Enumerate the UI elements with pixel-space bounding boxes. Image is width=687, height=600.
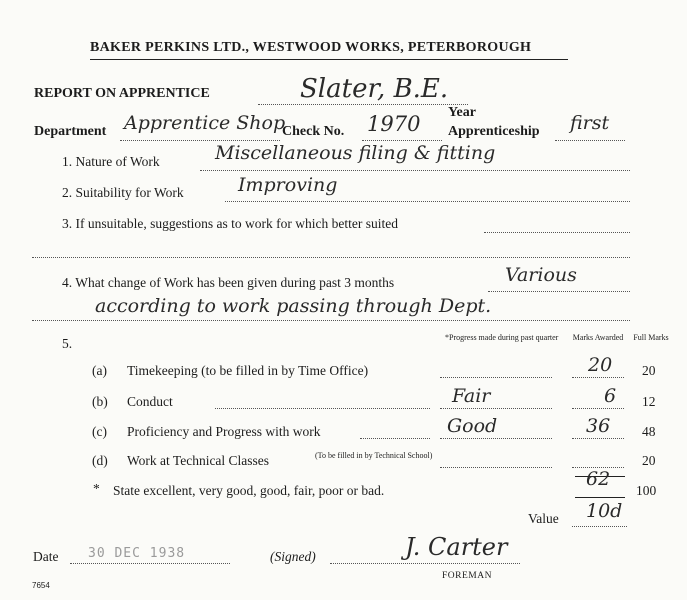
row-b-progress: Fair — [452, 385, 491, 407]
row-c-label: (c) — [92, 424, 107, 439]
year-line — [555, 140, 625, 141]
total-full: 100 — [636, 483, 657, 498]
row-a-awarded: 20 — [588, 354, 613, 376]
item-4-label: 4. What change of Work has been given during past 3 months — [62, 275, 395, 290]
row-c-progress-line — [440, 438, 552, 439]
item-1-label: 1. Nature of Work — [62, 154, 160, 169]
row-b-leader-line — [215, 408, 430, 409]
row-b-progress-line — [440, 408, 552, 409]
apprenticeship-label: Apprenticeship — [448, 124, 540, 139]
form-number: 7654 — [32, 581, 50, 590]
item-2-value: Improving — [238, 174, 338, 196]
item-3-line — [484, 232, 630, 233]
full-marks-heading: Full Marks — [633, 333, 669, 342]
check-no-value: 1970 — [367, 112, 421, 136]
item-3-extra-line — [32, 257, 630, 258]
item-3-label: 3. If unsuitable, suggestions as to work for which better suited — [62, 216, 398, 231]
row-d-progress-line — [440, 467, 552, 468]
company-header: BAKER PERKINS LTD., WESTWOOD WORKS, PETERBOROUGH — [90, 40, 532, 55]
row-c-text: Proficiency and Progress with work — [127, 424, 321, 439]
foreman-label: FOREMAN — [442, 571, 492, 581]
year-label: Year — [448, 105, 476, 120]
row-a-label: (a) — [92, 363, 107, 378]
row-a-awarded-line — [572, 377, 624, 378]
row-c-awarded-line — [572, 438, 624, 439]
value-line — [572, 526, 627, 527]
progress-heading: *Progress made during past quarter — [445, 333, 559, 342]
item-1-line — [200, 170, 630, 171]
row-c-progress: Good — [447, 415, 498, 437]
row-c-full: 48 — [642, 424, 656, 439]
date-line — [70, 563, 230, 564]
header-underline — [90, 59, 568, 60]
check-no-label: Check No. — [282, 124, 345, 139]
row-c-awarded: 36 — [586, 415, 611, 437]
row-d-full: 20 — [642, 453, 656, 468]
item-4-line — [488, 291, 630, 292]
total-awarded: 62 — [586, 468, 611, 490]
check-line — [362, 140, 442, 141]
footnote-text: State excellent, very good, good, fair, poor or bad. — [113, 483, 385, 498]
date-label: Date — [33, 549, 59, 564]
row-c-leader-line — [360, 438, 430, 439]
report-title: REPORT ON APPRENTICE — [34, 86, 210, 101]
department-value: Apprentice Shop — [124, 112, 286, 134]
total-bottom-rule — [575, 497, 625, 498]
year-value: first — [570, 112, 610, 134]
signature: J. Carter — [405, 533, 508, 561]
apprentice-name: Slater, B.E. — [300, 74, 449, 104]
marks-awarded-heading: Marks Awarded — [572, 333, 624, 342]
department-label: Department — [34, 124, 107, 139]
item-1-value: Miscellaneous filing & fitting — [215, 142, 496, 164]
row-b-label: (b) — [92, 394, 108, 409]
date-stamp: 30 DEC 1938 — [88, 546, 186, 561]
row-b-text: Conduct — [127, 394, 173, 409]
row-a-full: 20 — [642, 363, 656, 378]
department-line — [120, 140, 280, 141]
row-a-text: Timekeeping (to be filled in by Time Office) — [127, 363, 369, 378]
row-a-progress-line — [440, 377, 552, 378]
footnote-asterisk: * — [93, 481, 100, 496]
value-label: Value — [528, 511, 559, 526]
signature-line — [330, 563, 520, 564]
item-5-label: 5. — [62, 336, 73, 351]
row-d-note: (To be filled in by Technical School) — [315, 451, 433, 460]
row-b-awarded: 6 — [604, 385, 617, 407]
row-b-full: 12 — [642, 394, 656, 409]
item-4-value-continued: according to work passing through Dept. — [95, 295, 492, 317]
name-line — [258, 104, 468, 105]
item-2-label: 2. Suitability for Work — [62, 185, 184, 200]
row-d-text: Work at Technical Classes — [127, 453, 270, 468]
item-4-value: Various — [505, 264, 577, 286]
signed-label: (Signed) — [270, 549, 316, 564]
item-4-extra-line — [32, 320, 630, 321]
value-amount: 10d — [586, 500, 623, 522]
row-d-label: (d) — [92, 453, 108, 468]
row-b-awarded-line — [572, 408, 624, 409]
item-2-line — [225, 201, 630, 202]
